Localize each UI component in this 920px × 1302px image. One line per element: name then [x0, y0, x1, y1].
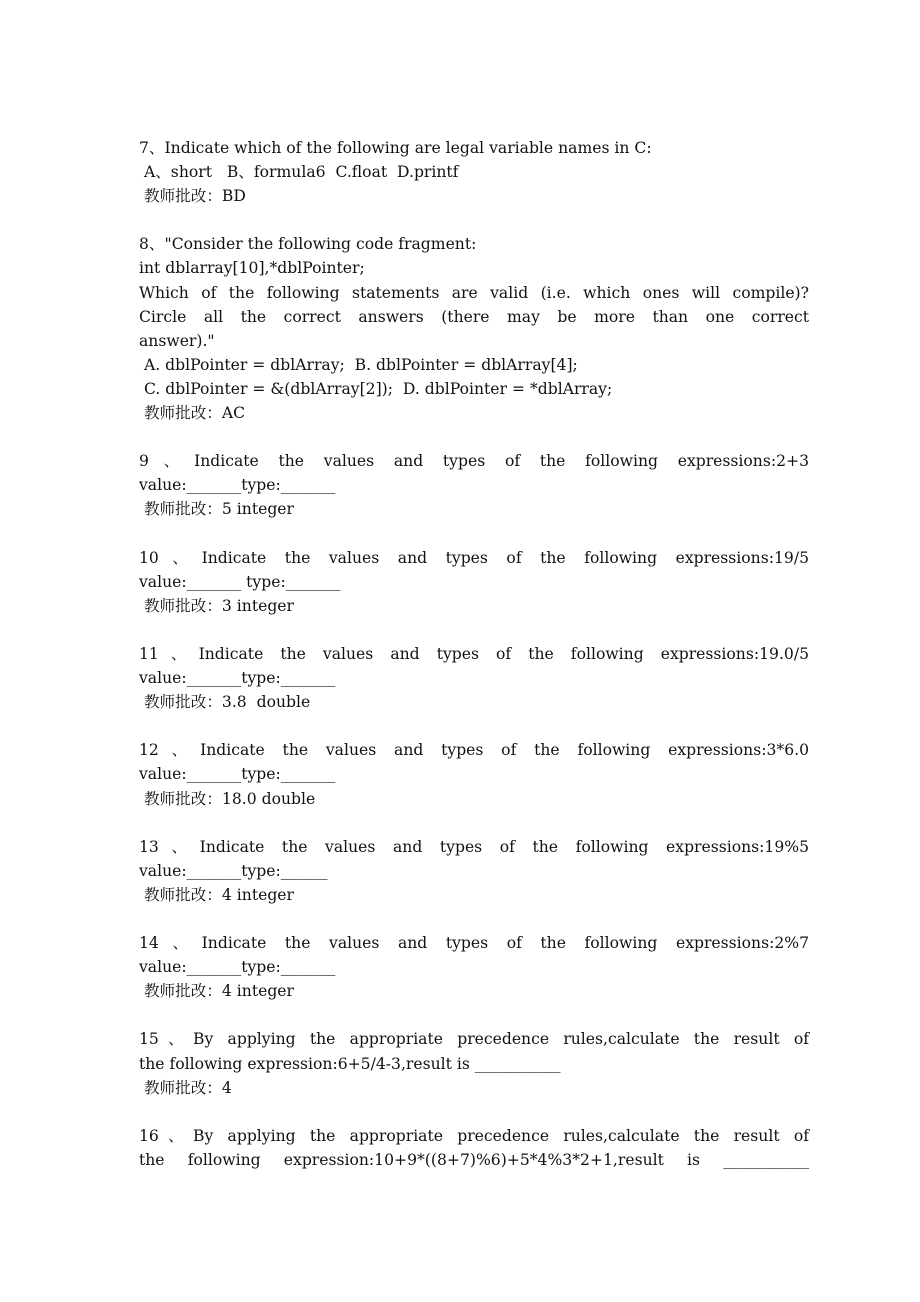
answer-options: A、short B、formula6 C.float D.printf	[139, 163, 459, 182]
question-text: 16、By applying the appropriate precedence rules,calculate the result of	[139, 1126, 809, 1145]
answer-options: A. dblPointer = dblArray; B. dblPointer = dblArray[4];	[139, 355, 578, 374]
answer-blank: the following expression:10+9*((8+7)%6)+5*4%3*2+1,result is ___________	[139, 1150, 809, 1169]
question-text: 13、Indicate the values and types of the following expressions:19%5	[139, 837, 809, 856]
question-14	[139, 931, 809, 1003]
question-text: 15、By applying the appropriate precedence rules,calculate the result of	[139, 1030, 809, 1049]
question-9	[139, 449, 809, 521]
answer-blank: the following expression:6+5/4-3,result is ___________	[139, 1054, 561, 1073]
answer-blank: value:_______type:______	[139, 861, 328, 880]
question-text: 12、Indicate the values and types of the following expressions:3*6.0	[139, 741, 809, 760]
question-11	[139, 642, 809, 714]
answer-blank: value:_______type:_______	[139, 669, 336, 688]
teacher-correction: 教师批改：5 integer	[139, 500, 294, 519]
question-12	[139, 738, 809, 810]
question-text: answer)."	[139, 331, 215, 350]
answer-options: C. dblPointer = &(dblArray[2]); D. dblPointer = *dblArray;	[139, 379, 613, 398]
question-text: 14、Indicate the values and types of the following expressions:2%7	[139, 934, 809, 953]
answer-blank: value:_______type:_______	[139, 765, 336, 784]
question-8	[139, 232, 809, 425]
teacher-correction: 教师批改：18.0 double	[139, 789, 316, 808]
question-15	[139, 1027, 809, 1099]
answer-blank: value:_______ type:_______	[139, 572, 341, 591]
question-13	[139, 835, 809, 907]
teacher-correction: 教师批改：4 integer	[139, 885, 294, 904]
teacher-correction: 教师批改：3.8 double	[139, 693, 311, 712]
question-16	[139, 1124, 809, 1172]
question-text: 11、Indicate the values and types of the following expressions:19.0/5	[139, 644, 809, 663]
teacher-correction: 教师批改：4 integer	[139, 982, 294, 1001]
question-text: 9、Indicate the values and types of the following expressions:2+3	[139, 452, 809, 471]
teacher-correction: 教师批改：BD	[139, 187, 246, 206]
teacher-correction: 教师批改：4	[139, 1078, 232, 1097]
code-line: int dblarray[10],*dblPointer;	[139, 259, 365, 278]
answer-blank: value:_______type:_______	[139, 476, 336, 495]
question-text: Which of the following statements are valid (i.e. which ones will compile)?	[139, 283, 809, 302]
question-text: 8、"Consider the following code fragment:	[139, 235, 477, 254]
teacher-correction: 教师批改：AC	[139, 404, 246, 423]
question-10	[139, 546, 809, 618]
question-text: 10、Indicate the values and types of the following expressions:19/5	[139, 548, 809, 567]
question-text: Circle all the correct answers (there may be more than one correct	[139, 307, 809, 326]
question-7	[139, 136, 809, 208]
answer-blank: value:_______type:_______	[139, 958, 336, 977]
teacher-correction: 教师批改：3 integer	[139, 596, 294, 615]
question-text: 7、Indicate which of the following are legal variable names in C:	[139, 139, 652, 157]
document-page	[139, 136, 809, 1196]
